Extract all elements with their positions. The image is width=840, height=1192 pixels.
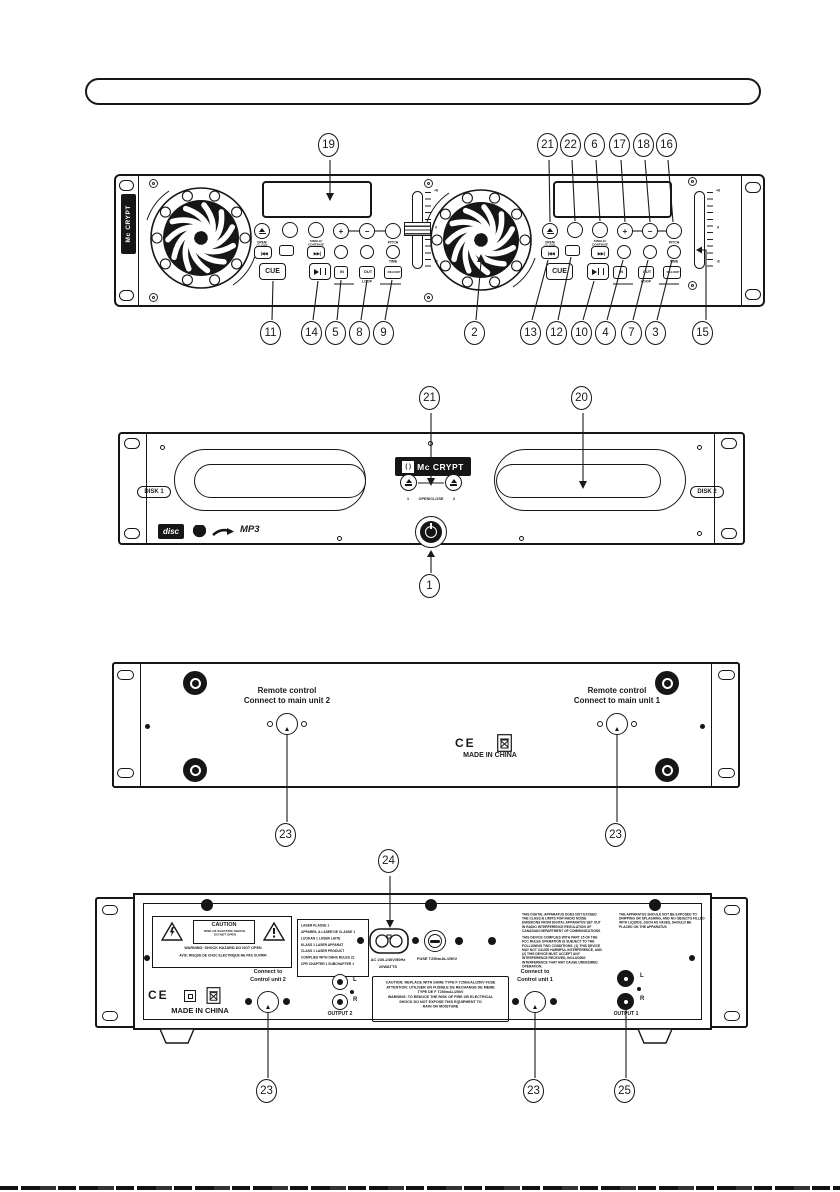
callout-11: 11 [260, 321, 281, 345]
play-pause-button[interactable] [309, 263, 331, 280]
round-button-b[interactable] [360, 245, 374, 259]
pitch-plus-button[interactable]: + [333, 223, 349, 239]
weee-icon [497, 734, 512, 752]
open-close-button-2[interactable] [542, 223, 558, 239]
control-port2-label: Connect to Control unit 2 [250, 968, 286, 983]
panel1-ear-line-left [138, 175, 139, 306]
pitch-label: PITCH [387, 241, 399, 245]
pitch-button[interactable] [385, 223, 401, 239]
screw-icon [697, 445, 702, 450]
ce-mark: CE [455, 736, 476, 750]
round-button-a[interactable] [334, 245, 348, 259]
time-label: TIME [388, 260, 398, 264]
inlet-screw [412, 937, 419, 944]
display-deck2 [553, 181, 672, 218]
rack-hole [718, 768, 735, 778]
open-close-button[interactable] [254, 223, 270, 239]
made-in-china-label: MADE IN CHINA [171, 1006, 229, 1015]
pitch-minus-button-2[interactable]: − [642, 223, 658, 239]
loop-out-button-2[interactable]: OUT [638, 266, 654, 279]
keyway-icon [285, 727, 289, 731]
display-deck1 [262, 181, 372, 218]
class2-insulation-icon [184, 990, 196, 1002]
laser-class-box: LASER KLASSE 1 APPAREIL A LASER DE CLASSE 1 LUOKAN 1 LASER LAITE KLASS 1 LASER APPARAT CLASS 1 LASER PRODUCT COMPLIES WITH DHHS RULES 21 CFR CHAPTER 1 SUBCHAPTER J [297, 919, 369, 977]
cue-button[interactable]: CUE [259, 263, 286, 280]
rack-hole [124, 438, 140, 449]
open-close-button-disk2[interactable] [445, 474, 462, 491]
eject-num-right: 2 [452, 496, 456, 501]
callout-7: 7 [621, 321, 642, 345]
callout-23c: 23 [256, 1079, 277, 1103]
callout-19: 19 [318, 133, 339, 157]
rca-jack-output2-left[interactable] [332, 974, 348, 990]
callout-10: 10 [571, 321, 592, 345]
callout-23a: 23 [275, 823, 296, 847]
disk2-label: DISK 2 [690, 486, 724, 498]
rack-hole [102, 905, 118, 915]
panel3-ear-line-left [140, 663, 141, 787]
panel3-ear-line-right [711, 663, 712, 787]
pitch-button-2[interactable] [666, 223, 682, 239]
ac-rating-label: AC 230-240V/50Hz [370, 957, 406, 962]
panel-screw [144, 955, 150, 961]
hazard-triangle-icon [161, 922, 183, 941]
ce-mark: CE [148, 988, 169, 1002]
loop-label: LOOP [362, 280, 372, 284]
page-edge-artifact [0, 1186, 840, 1190]
eject-icon [406, 479, 412, 483]
play-pause-button-2[interactable] [587, 263, 609, 280]
screw-icon [688, 281, 697, 290]
rack-hole [724, 1011, 740, 1021]
pause-icon [320, 268, 326, 275]
rubber-foot [183, 758, 207, 782]
caution-box: CAUTION RISK OF ELECTRIC SHOCK, DO NOT OPEN WARNING: SHOCK HAZARD-DO NOT OPEN AVIS: RISQUE DE CHOC ELECTRIQUE-NE PAS OUVRIR [152, 916, 292, 968]
power-button-core[interactable] [420, 521, 442, 543]
panel-screw [455, 937, 463, 945]
screw-icon [149, 293, 158, 302]
panel1-ear-line-right [741, 175, 742, 306]
power-rating-label: 20WATTS [378, 964, 398, 969]
connector-screw [283, 998, 290, 1005]
connector-screw [301, 721, 307, 727]
callout-25: 25 [614, 1079, 635, 1103]
weee-icon [206, 987, 221, 1004]
open-close-button-disk1[interactable] [400, 474, 417, 491]
callout-21: 21 [537, 133, 558, 157]
next-track-button-2[interactable]: ▶▶| [591, 246, 609, 259]
callout-13: 13 [520, 321, 541, 345]
mp3-logo: MP3 [240, 524, 260, 535]
panel-screw [350, 990, 354, 994]
caution-inner-box: CAUTION RISK OF ELECTRIC SHOCK, DO NOT OPEN [193, 920, 255, 944]
callout-20: 20 [571, 386, 592, 410]
next-track-button[interactable] [307, 246, 325, 259]
prev-track-button-2[interactable]: |◀◀ [541, 246, 559, 259]
moisture-warning-block: THE APPARATUS SHOULD NOT BE EXPOSED TO DRIPPING OR SPLASHING, AND NO OBJECTS FILLED WITH LIQUIDS, SUCH AS VASES, SHOULD BE PLACED ON THE APPARATUS [619, 913, 705, 929]
loop-in-button-2[interactable]: IN [613, 266, 627, 279]
prev-track-button[interactable] [254, 246, 272, 259]
eject-icon [547, 228, 553, 232]
rack-hole [724, 905, 740, 915]
pause-icon [598, 268, 604, 275]
control-port2-connector[interactable] [257, 991, 279, 1013]
disc-slot-2[interactable] [496, 464, 661, 498]
eject-icon [259, 228, 265, 232]
callout-9: 9 [373, 321, 394, 345]
rack-hole [745, 182, 761, 193]
disc-slot-1[interactable] [194, 464, 366, 498]
keyway-icon [266, 1005, 270, 1009]
fuse-rating-label: FUSE T250mAL/250V [416, 956, 458, 961]
audio-format-logo [192, 525, 207, 539]
inlet-screw [357, 937, 364, 944]
chassis-knob [649, 899, 661, 911]
pitch-slider-track-right[interactable] [694, 191, 705, 269]
prev-icon: |◀◀ [260, 250, 268, 256]
callout-16: 16 [656, 133, 677, 157]
connector-screw [597, 721, 603, 727]
eject-icon [451, 479, 457, 483]
callout-2: 2 [464, 321, 485, 345]
chassis-knob [425, 899, 437, 911]
disk1-label: DISK 1 [137, 486, 171, 498]
rubber-foot [183, 671, 207, 695]
round-button-a2[interactable] [617, 245, 631, 259]
open-close-label: OPEN/ [257, 241, 267, 245]
loop-out-button[interactable]: OUT [359, 266, 375, 279]
rack-hole [718, 670, 735, 680]
callout-5: 5 [325, 321, 346, 345]
loop-in-button[interactable]: IN [334, 266, 348, 279]
connector-screw [550, 998, 557, 1005]
attention-triangle-icon [263, 922, 285, 941]
single-continue-button[interactable] [308, 222, 324, 238]
connector-screw [631, 721, 637, 727]
callout-18: 18 [633, 133, 654, 157]
brand-logo-mark: ( ) [402, 461, 414, 473]
screw-icon [519, 536, 524, 541]
jog-wheel-left[interactable] [145, 182, 257, 294]
remote-port1-label: Remote control Connect to main unit 1 [573, 686, 661, 705]
rca-jack-output1-right[interactable] [617, 993, 634, 1010]
callout-1: 1 [419, 574, 440, 598]
connector-screw [512, 998, 519, 1005]
screw-icon [160, 445, 165, 450]
screw-icon [337, 536, 342, 541]
channel-left-label: L [640, 973, 644, 979]
callout-15: 15 [692, 321, 713, 345]
remote-port1-connector[interactable] [606, 713, 628, 735]
keyway-icon [533, 1005, 537, 1009]
open-close-label: OPEN/CLOSE [418, 496, 444, 501]
brand-badge-vertical [121, 194, 136, 254]
control-port1-label: Connect to Control unit 1 [517, 968, 553, 983]
stop-button[interactable] [282, 222, 298, 238]
panel-screw [488, 937, 496, 945]
channel-right-label: R [353, 997, 358, 1003]
swoosh-logo [212, 528, 234, 537]
play-icon [314, 269, 319, 275]
stop-button-2[interactable] [567, 222, 583, 238]
time-button[interactable] [386, 245, 400, 259]
pitch-slider-knob-left[interactable] [404, 222, 431, 236]
remote-port2-label: Remote control Connect to main unit 2 [243, 686, 331, 705]
channel-left-label: L [353, 977, 357, 983]
output2-label: OUTPUT 2 [327, 1011, 353, 1017]
main-rear-ear-left [95, 897, 137, 1028]
rca-jack-output1-left[interactable] [617, 970, 634, 987]
callout-23b: 23 [605, 823, 626, 847]
track-select-button-2[interactable] [565, 245, 580, 256]
next-icon: ▶▶| [313, 250, 321, 256]
made-in-china-label: MADE IN CHINA [463, 752, 517, 759]
round-button-b2[interactable] [643, 245, 657, 259]
rca-jack-output2-right[interactable] [332, 994, 348, 1010]
manual-page: Mc CRYPT OPEN/ SINGLE/ CONTINUE + − PITCH |◀◀ ▶▶| TIME CUE IN OUT RELOOP LOOP +8 0 -8 OPEN/ SINGLE/ CONTINUE + − PITCH |◀◀ ▶▶| TIME CUE IN OUT RELOOP LOOP +8 0 -8 DISK 1 DISK 2 ( ) Mc CRYPT 1 OPEN/CLOSE 2 disc MP3 Remote control Connect to main unit 2 Remote control Connect to main unit 1 CE MADE IN CHINA CAUTION RISK OF ELECTRIC SHOCK, DO NOT OPEN WARNING: SHOCK HAZARD-DO NOT OPEN AVIS: RISQUE DE CHOC ELECTRIQUE-NE PAS OUVRIR LASER KLASSE 1 APPAREIL A LASER DE CLASSE 1 LUOKAN 1 LASER LAITE KLASS 1 LASER APPARAT CLASS 1 LASER PRODUCT COMPLIES WITH DHHS RULES 21 CFR CHAPTER 1 SUBCHAPTER J AC 230-240V/50Hz 20WATTS FUSE T250mAL/250V THIS DIGITAL APPARATUS DOES NOT EXCEED THE CLASS B LIMITS FOR RADIO NOISE EMISSIONS FROM DIGITAL APPARATUS SET OUT IN RADIO INTERFERENCE REGULATION OF CANADIAN DEPARTMENT OF COMMUNICATIONS THIS DEVICE COMPLIES WITH PART 15 OF THE FCC RULES OPERATION IS SUBJECT TO THE FOLLOWING TWO CONDITIONS: (1) THIS DEVICE MAY NOT CAUSE HARMFUL INTERFERENCE, AND (2) THIS DEVICE MUST ACCEPT ANY INTERFERENCE RECEIVED, INCLUDING INTERFERENCE THAT MAY CAUSE UNDESIRED OPERATION. THE APPARATUS SHOULD NOT BE EXPOSED TO DRIPPING OR SPLASHING, AND NO OBJECTS FILLED WITH LIQUIDS, SUCH AS VASES, SHOULD BE PLACED ON THE APPARATUS CE MADE IN CHINA Connect to Control unit 2 L R OUTPUT 2 CAUTION: REPLACE WITH SAME TYPE F T250mAL/250V FUSE ATTENTION: UTILISER UN FUSIBLE DE RECHANGE DE MEME TYPE DE F T250mAL/250V WARNING: TO REDUCE THE RISK OF FIRE OR ELECTRICAL SHOCK DO NOT EXPOSE THIS EQUIPMENT TO RAIN OR MOISTURE Connect to Control unit 1 L R OUTPUT 1 19 21 22 6 17 18 16 11 14 5 8 9 2 13 12 10 4 7 3 15 21 20 1 23 23 24 23 23 25 [0, 0, 840, 1192]
rack-hole [721, 438, 737, 449]
pitch-minus-button[interactable]: − [359, 223, 375, 239]
rack-hole [124, 528, 140, 539]
screw-icon [688, 177, 697, 186]
rubber-foot [655, 758, 679, 782]
callout-23d: 23 [523, 1079, 544, 1103]
panel-screw [700, 724, 705, 729]
remote-port2-connector[interactable] [276, 713, 298, 735]
panel-screw [637, 987, 641, 991]
screw-icon [428, 441, 433, 446]
chassis-knob [201, 899, 213, 911]
fuse-caution-box: CAUTION: REPLACE WITH SAME TYPE F T250mAL/250V FUSE ATTENTION: UTILISER UN FUSIBLE DE RECHANGE DE MEME TYPE DE F T250mAL/250V WARNING: TO REDUCE THE RISK OF FIRE OR ELECTRICAL SHOCK DO NOT EXPOSE THIS EQUIPMENT TO RAIN OR MOISTURE [372, 976, 509, 1022]
reloop-button-2[interactable]: RELOOP [663, 266, 681, 279]
time-button-2[interactable] [667, 245, 681, 259]
rack-hole [745, 289, 761, 300]
single-continue-label: SINGLE/ [309, 239, 323, 243]
panel-screw [689, 955, 695, 961]
play-icon [592, 269, 597, 275]
rack-hole [117, 670, 134, 680]
callout-22: 22 [560, 133, 581, 157]
callout-12: 12 [546, 321, 567, 345]
control-port1-connector[interactable] [524, 991, 546, 1013]
output1-label: OUTPUT 1 [613, 1011, 639, 1017]
keyway-icon [615, 727, 619, 731]
screw-icon [697, 531, 702, 536]
single-continue-button-2[interactable] [592, 222, 608, 238]
brand-name: Mc CRYPT [417, 461, 464, 472]
reloop-button[interactable]: RELOOP [384, 266, 402, 279]
cue-button-2[interactable]: CUE [546, 263, 573, 280]
track-select-button[interactable] [279, 245, 294, 256]
callout-24: 24 [378, 849, 399, 873]
callout-3: 3 [645, 321, 666, 345]
callout-8: 8 [349, 321, 370, 345]
eject-num-left: 1 [406, 496, 410, 501]
panel-screw [145, 724, 150, 729]
callout-17: 17 [609, 133, 630, 157]
title-banner [85, 78, 761, 105]
callout-6: 6 [584, 133, 605, 157]
ac-inlet[interactable] [368, 926, 410, 956]
channel-right-label: R [640, 996, 645, 1002]
callout-21b: 21 [419, 386, 440, 410]
rack-hole [102, 1011, 118, 1021]
callout-4: 4 [595, 321, 616, 345]
rack-hole [117, 768, 134, 778]
cd-logo: disc [158, 524, 184, 539]
pitch-plus-button-2[interactable]: + [617, 223, 633, 239]
rack-hole [721, 528, 737, 539]
rack-hole [119, 180, 134, 191]
fuse-slot-bar [430, 940, 440, 943]
connector-screw [267, 721, 273, 727]
rack-hole [119, 290, 134, 301]
brand-name: Mc CRYPT [125, 205, 132, 243]
callout-14: 14 [301, 321, 322, 345]
compliance-text-block: THIS DIGITAL APPARATUS DOES NOT EXCEED THE CLASS B LIMITS FOR RADIO NOISE EMISSIONS FROM DIGITAL APPARATUS SET OUT IN RADIO INTERFERENCE REGULATION OF CANADIAN DEPARTMENT OF COMMUNICATIONS THIS DEVICE COMPLIES WITH PART 15 OF THE FCC RULES OPERATION IS SUBJECT TO THE FOLLOWING TWO CONDITIONS: (1) THIS DEVICE MAY NOT CAUSE HARMFUL INTERFERENCE, AND (2) THIS DEVICE MUST ACCEPT ANY INTERFERENCE RECEIVED, INCLUDING INTERFERENCE THAT MAY CAUSE UNDESIRED OPERATION. [522, 913, 602, 969]
jog-wheel-right[interactable] [425, 184, 537, 296]
connector-screw [245, 998, 252, 1005]
